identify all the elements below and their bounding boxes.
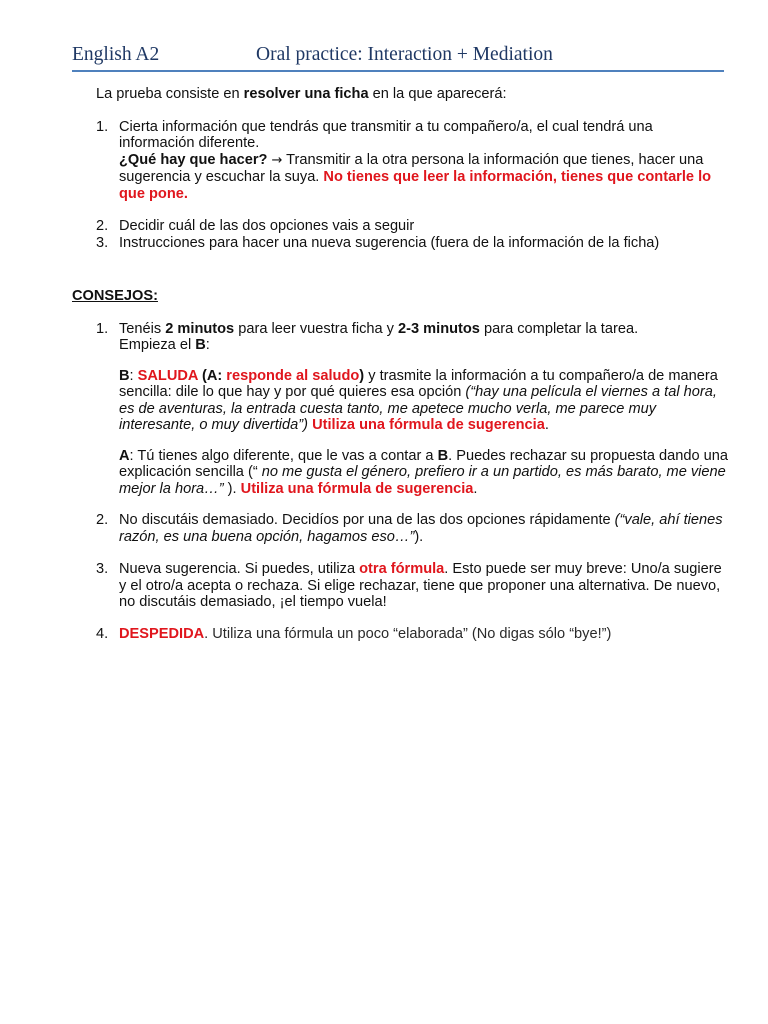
role-b-paragraph: [119, 368, 732, 434]
consejos-heading: CONSEJOS:: [72, 288, 158, 304]
tip-text: Nueva sugerencia. Si puedes, utiliza: [119, 561, 360, 577]
warning-red-text: No tienes que leer la información, tienes que contarle lo que pone.: [119, 169, 712, 202]
tip-text: ).: [223, 480, 241, 497]
example-italic: (“vale, ahí tienes razón, es una buena opción, hagamos eso…”: [119, 512, 723, 545]
example-italic: no me gusta el género, prefiero ir a un partido, es más barato, me viene mejor la hora…”: [119, 464, 726, 497]
role-a-paragraph: [119, 448, 732, 498]
list-item: [96, 235, 732, 252]
list-item: [96, 321, 732, 498]
tip-text: ): [359, 367, 365, 384]
responde-red: responde al saludo: [226, 367, 360, 384]
document-body: [72, 86, 732, 642]
tip-text: Empieza el: [119, 337, 196, 353]
list-number: 1.: [96, 118, 109, 135]
tip-text: . Puedes rechazar su propuesta dando una explicación sencilla (“: [119, 447, 729, 480]
formula-red: Utiliza una fórmula de sugerencia: [312, 417, 545, 433]
saluda-red: SALUDA: [137, 367, 198, 384]
role-label: A: [119, 447, 130, 464]
tip-text: . Esto puede ser muy breve: Uno/a sugiere y el otro/a acepta o rechaza. Si elige rechazar, tiene que proponer una alternativa. De nuevo, no discutáis demasiado, ¡el tiempo vuela!: [119, 561, 722, 610]
list-item: [96, 119, 732, 203]
time-bold: 2-3 minutos: [398, 320, 480, 337]
list-item-text: Instrucciones para hacer una nueva sugerencia (fuera de la información de la ficha): [119, 234, 660, 251]
list-item: [96, 218, 732, 235]
formula-red: Utiliza una fórmula de sugerencia: [240, 480, 474, 497]
document-title: Oral practice: Interaction + Mediation: [256, 44, 553, 65]
time-bold: 2 minutos: [165, 320, 235, 337]
arrow-right-icon: →: [271, 152, 283, 168]
list-number: 4.: [96, 625, 109, 642]
tip-text: Tenéis: [119, 320, 166, 337]
document-header: [72, 42, 724, 72]
list-number: 2.: [96, 218, 109, 234]
example-italic: (“hay una película el viernes a tal hora, es de aventuras, la entrada cuesta tanto, me apetece mucho verla, me parece muy interesante, o muy divertida”): [119, 384, 717, 433]
list-number: 3.: [96, 234, 109, 251]
tip-text: para leer vuestra ficha y: [234, 320, 399, 337]
despedida-red: DESPEDIDA: [119, 625, 205, 642]
list-item: [96, 561, 732, 611]
tip-text: ).: [414, 528, 424, 545]
question-answer: Transmitir a la otra persona la información que tienes, hacer una sugerencia y escuchar la suya.: [119, 151, 704, 185]
tips-list: [96, 321, 732, 643]
list-number: 1.: [96, 320, 109, 337]
list-number: 2.: [96, 512, 109, 528]
intro-paragraph: [96, 86, 732, 103]
tip-text: .: [473, 480, 478, 497]
tip-text: .: [544, 417, 549, 433]
otra-formula-red: otra fórmula: [359, 561, 445, 577]
list-number: 3.: [96, 561, 109, 577]
intro-bold: resolver una ficha: [243, 86, 369, 102]
tip-text: :: [129, 367, 138, 384]
list-item: [96, 626, 732, 643]
course-name: English A2: [72, 44, 160, 65]
role-label: B: [437, 447, 449, 464]
tip-text: : Tú tienes algo diferente, que le vas a contar a: [129, 447, 438, 464]
tip-text: y trasmite la información a tu compañero/a de manera sencilla: dile lo que hay y por qué quieres esa opción: [119, 367, 718, 400]
intro-text: La prueba consiste en: [96, 86, 244, 102]
question-bold: ¿Qué hay que hacer?: [119, 151, 268, 168]
task-list: [96, 119, 732, 252]
tip-text: . Utiliza una fórmula un poco “elaborada” (No digas sólo “bye!”): [204, 625, 612, 642]
list-item-text: Decidir cuál de las dos opciones vais a seguir: [119, 218, 415, 234]
tip-text: (A:: [197, 367, 227, 384]
tip-text: No discutáis demasiado. Decidíos por una de las dos opciones rápidamente: [119, 512, 615, 528]
list-item-text: Cierta información que tendrás que transmitir a tu compañero/a, el cual tendrá una información diferente.: [119, 118, 653, 151]
tip-text: :: [205, 337, 210, 353]
list-item: [96, 512, 732, 545]
role-label: B: [119, 367, 130, 384]
intro-text-end: en la que aparecerá:: [368, 86, 507, 102]
tip-text: para completar la tarea.: [479, 320, 639, 337]
role-label: B: [195, 337, 206, 353]
